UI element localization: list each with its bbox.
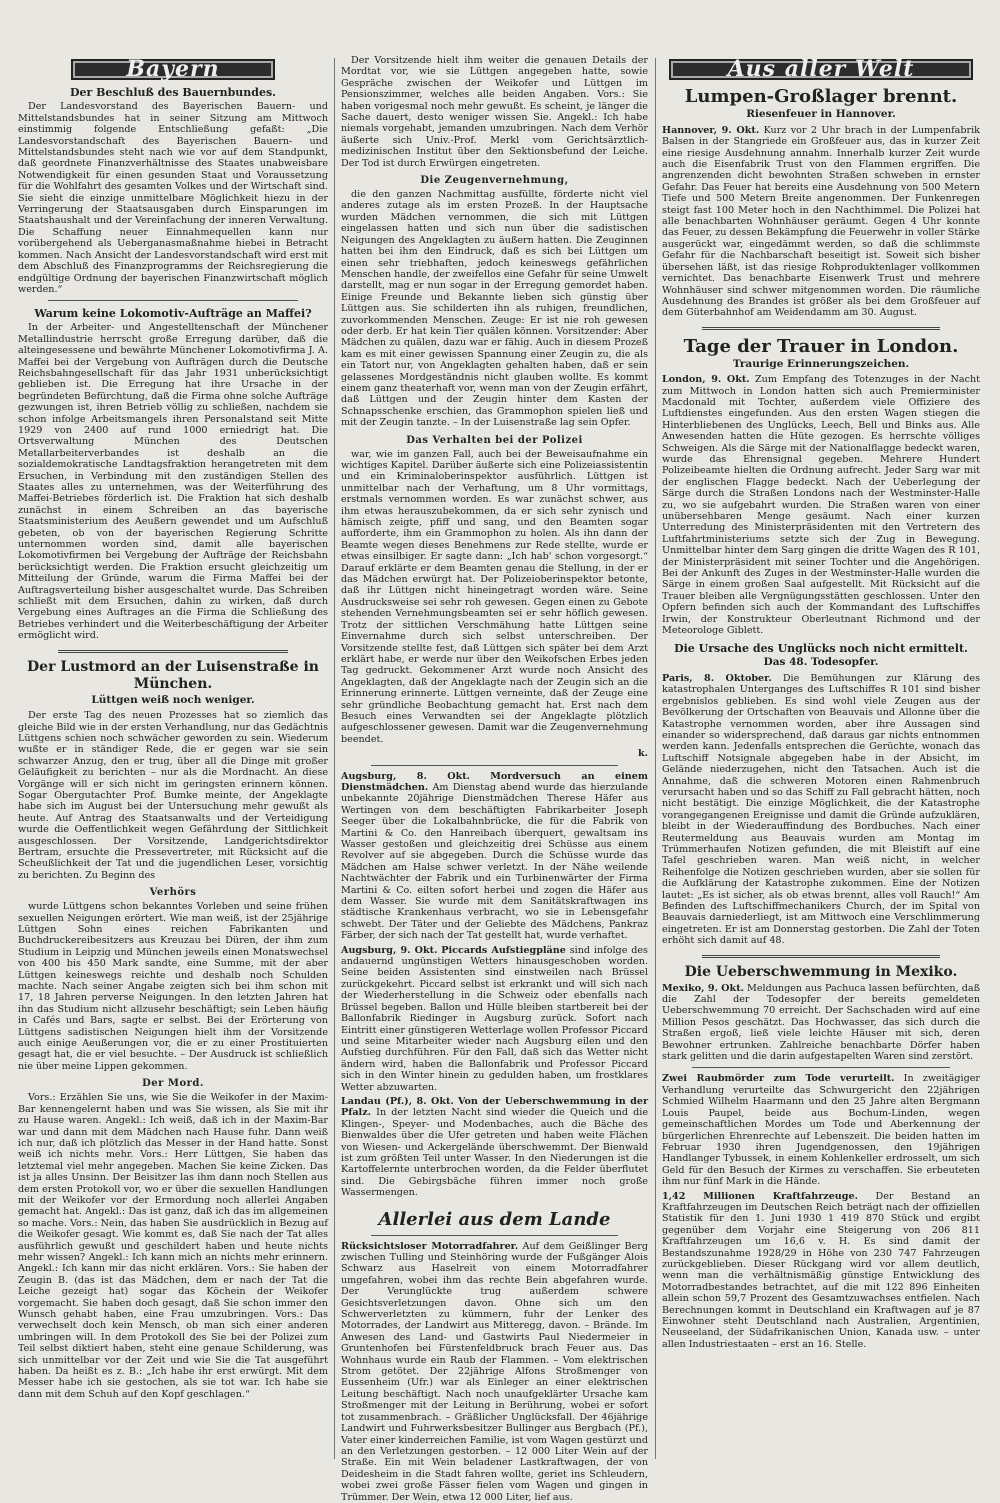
subheadline-luettgen: Lüttgen weiß noch weniger. (91, 693, 255, 706)
article-body: Der Landesvorstand des Bayerischen Bauern- und Mittelstandsbundes hat in seiner Sitzung am Mittwoch einstimmig folgende Entschließung gefaßt: „Die Landesvorstandschaft des Bayerischen Bauern- und Mittelstandsbundes steht nach wie vor auf dem Standpunkt, daß geordnete Finanzverhältnisse des Staates unabweisbare Notwendigkeit für einen gesunden Staat und Voraussetzung für die Wohlfahrt des gesamten Volkes und der Wirtschaft sind. Sie sieht die einzige unmittelbare Möglichkeit hiezu in der Verringerung der Staatsausgaben durch Einsparungen im Staatshaushalt und der Vereinfachung der inneren Verwaltung. Die Schaffung neuer Einnahmequellen kann nur vorübergehend als Ueberganasmaßnahme hiebei in Betracht kommen. Nach Ansicht der Landesvorstandschaft wird erst mit dem Abschluß des Finanzprogramms der Reichsregierung die endgültige Ordnung der bayerischen Finanzwirtschaft möglich werden.“ (18, 101, 328, 295)
news-item (341, 771, 648, 942)
column-left (18, 55, 328, 1461)
news-dateline: Paris, 8. Oktober. (662, 672, 772, 684)
subheadline-trauer: Traurige Erinnerungszeichen. (732, 357, 910, 370)
article-body: In der Arbeiter- und Angestelltenschaft der Münchener Metallindustrie herrscht große Erregung darüber, daß die alteingesessene und bewährte Münchener Lokomotivfirma J. A. Maffei bei der Vergebung von Aufträgen durch die Deutsche Reichsbahngesellschaft für das Jahr 1931 unberücksichtigt geblieben ist. Die Erregung hat ihre Ursache in der begründeten Befürchtung, daß die Firma ohne solche Aufträge gezwungen ist, ihren Betrieb völlig zu schließen, nachdem sie schon infolge Arbeitsmangels ihren Personalstand seit Mitte 1929 von 2400 auf rund 1000 erniedrigt hat. Die Ortsverwaltung München des Deutschen Metallarbeiterverbandes ist deshalb an die sozialdemokratische Landtagsfraktion herangetreten mit dem Ersuchen, in Verbindung mit den zuständigen Stellen des Staates alles zu unternehmen, was der Weiterführung des Maffei-Betriebes förderlich ist. Die Fraktion hat sich deshalb zunächst in einem Schreiben an das bayerische Staatsministerium des Aeußern gewendet und um Aufschluß gebeten, ob von der bayerischen Regierung Schritte unternommen worden sind, damit alle bayerischen Lokomotivfirmen bei Vergebung der Aufträge der Reichsbahn berücksichtigt werden. Die Fraktion ersucht gleichzeitig um Mitteilung der Gründe, warum die Firma Maffei bei der Auftragsverteilung bisher ausgeschaltet wurde. Das Schreiben schließt mit dem Ersuchen, dahin zu wirken, daß durch Vergebung eines Auftrages an die Firma die Schließung des Betriebes verhindert und die Weiterbeschäftigung der Arbeiter ermöglicht wird. (18, 322, 328, 642)
article-body: Vors.: Erzählen Sie uns, wie Sie die Weikofer in der Maxim-Bar kennengelernt haben und was Sie wissen, als Sie mit ihr zu Hause waren. Angekl.: Ich weiß, daß ich in der Maxim-Bar war und dann mit dem Mädchen nach Hause fuhr. Dann weiß ich nur, daß ich plötzlich das Messer in der Hand hatte. Sonst weiß ich nichts mehr. Vors.: Herr Lüttgen, Sie haben das letztemal viel mehr angegeben. Machen Sie keine Zicken. Das ist ja alles Unsinn. Der Beisitzer las ihm dann noch Stellen aus dem ersten Protokoll vor, wo er über die sexuellen Handlungen mit der Weikofer vor der Ermordung noch allerlei Angaben gemacht hat. Angekl.: Das ist ganz, daß ich das im allgemeinen so mache. Vors.: Nein, das haben Sie ausdrücklich in Bezug auf die Weikofer gesagt. Wie kommt es, daß Sie nach der Tat alles ausführlich gewußt und geschildert haben und heute nichts mehr wissen? Angekl.: Ich kann mich an nichts mehr erinnern. Angekl.: Ich kann mir das nicht erklären. Vors.: Sie haben der Zeugin B. (das ist das Mädchen, dem er nach der Tat die Leiche gezeigt hat) sogar das Köchein der Weikofer vorgemacht. Sie haben doch gesagt, daß Sie schon immer den Wunsch gehabt haben, eine Frau umzubringen. Vors.: Das verwechselt doch kein Mensch, ob man sich einer anderen umbringen will. In dem Protokoll des Sie bei der Polizei zum Teil selbst diktiert haben, steht eine genaue Schilderung, was sich unmittelbar vor der Zeit und wie Sie die Tat ausgeführt haben. Da heißt es z. B.: „Ich habe ihr erst erwürgt. Mit dem Messer habe ich sie gestochen, als sie tot war. Ich habe sie dann mit dem Schuh auf den Kopf geschlagen.“ (18, 1092, 328, 1400)
news-item (662, 1191, 980, 1351)
section-label-polizei: Das Verhalten bei der Polizei (406, 434, 583, 446)
news-title: Piccards Aufstiegpläne (441, 944, 566, 956)
section-label-mord: Der Mord. (142, 1078, 204, 1090)
news-text: In der letzten Nacht sind wieder die Queich und die Klingen-, Speyer- und Modenbaches, auch die Bäche des Bienwaldes über die Ufer getreten und haben weite Flächen von Wiesen- und Ackergelände überschwemmt. Der Bienwald ist zum größten Teil unter Wasser. In den Niederungen ist die Kartoffelernte unterbrochen worden, da die Felder überflutet sind. Die Gebirgsbäche führen immer noch große Wassermengen. (341, 1107, 648, 1199)
headline-ursache: Die Ursache des Unglücks noch nicht ermittelt. (674, 642, 968, 656)
news-dateline: Mexiko, 9. Okt. (662, 982, 744, 994)
section-banner-bayern: Bayern (71, 59, 275, 80)
news-text: Am Dienstag abend wurde das hierzulande unbekannte 20jährige Dienstmädchen Therese Häfer aus Wertingen von dem beschäftigten Fabrikarbeiter Joseph Seeger über die Lokalbahnbrücke, die für die Fabrik von Martini & Co. den Hanreibach überquert, gewaltsam ins Wasser gestoßen und gleichzeitig drei Schüsse aus einem Revolver auf sie abgegeben. Durch die Schüsse wurde das Mädchen am Halse schwer verletzt. In der Nähe weilende Nachtwächter der Fabrik und ein Turbinenwärter der Firma Martini & Co. eilten sofort herbei und zogen die Häfer aus dem Wasser. Sie wurde mit dem Sanitätskraftwagen ins städtische Krankenhaus verbracht, wo sie in Lebensgefahr schwebt. Der Täter und der Geliebte des Mädchens, Pankraz Färber, der sich nach der Tat gestellt hat, wurde verhaftet. (341, 781, 648, 942)
article-body: Der Vorsitzende hielt ihm weiter die genauen Details der Mordtat vor, wie sie Lüttgen angegeben hatte, sowie Gespräche zwischen der Weikofer und Lüttgen im Pensionszimmer, welches alle beiden Angaben. Vors.: Sie haben vorigesmal noch mehr gewußt. Es scheint, je länger die Sache dauert, desto weniger wissen Sie. Angekl.: Ich habe niemals vorgehabt, jemanden umzubringen. Nach dem Verhör äußerte sich Univ.-Prof. Merkl vom Gerichtsärztlich-medizinischen Institut über den Sektionsbefund der Leiche. Der Tod ist durch Erwürgen eingetreten. (341, 55, 648, 169)
divider (58, 650, 288, 653)
news-title: Rücksichtsloser Motorradfahrer. (341, 1240, 519, 1252)
headline-maffei: Warum keine Lokomotiv-Aufträge an Maffei? (34, 307, 312, 321)
news-text: Die Bemühungen zur Klärung des katastrophalen Unterganges des Luftschiffes R 101 sind bisher ergebnislos geblieben. Es sind wohl viele Zeugen aus der Bevölkerung der Ortschaften von Beauvais und Allonne über die Katastrophe vernommen worden, aber ihre Aussagen sind einander so widersprechend, daß daraus gar nichts entnommen werden kann. Jedenfalls entsprechen die Gerüchte, wonach das Luftschiff Notsignale abgegeben habe in der Absicht, im Gelände niederzugehen, nicht den Tatsachen. Auch ist die Annahme, daß die schweren Motoren einen Rahmenbruch verursacht haben und so das Schiff zu Fall gebracht hätten, noch nicht bestätigt. Die einzige Möglichkeit, die der Katastrophe vorangegangenen Ereignisse und damit die Gründe aufzuklären, bleibt in der Wiederauffindung des Bordbuches. Nach einer Reutermeldung aus Beauvais wurden am Montag im Trümmerhaufen Notizen gefunden, die mit Bleistift auf eine Tafel geschrieben waren. Man weiß nicht, in welcher Reihenfolge die Notizen geschrieben wurden, aber sie sollen für die Aufklärung der Katastrophe zukommen. Eine der Notizen lautet: „Es ist sicher, als ob etwas brennt, alles voll Rauch!“ Am Befinden des Luftschiffmechanikers Church, der im Spital von Beauvais darniederliegt, ist am Mittwoch eine Verschlimmerung eingetreten. Er ist am Donnerstag gestorben. Die Zahl der Toten erhöht sich damit auf 48. (662, 672, 980, 947)
news-dateline: Landau (Pf.), 8. Okt. (341, 1095, 454, 1107)
divider (48, 300, 298, 301)
divider (702, 327, 940, 330)
section-banner-aus-aller-welt: Aus aller Welt (669, 59, 973, 80)
column-divider (334, 58, 335, 1459)
news-title: Mordversuch an einem Dienstmädchen. (341, 770, 648, 793)
author-signature: k. (638, 748, 648, 760)
news-text: Meldungen aus Pachuca lassen befürchten, daß die Zahl der Todesopfer der bereits gemeldeten Ueberschwemmung 70 erreicht. Der Sachschaden wird auf eine Million Pesos geschätzt. Das Hochwasser, das sich durch die Straßen ergoß, ließ viele leichte Häuser mit sich, deren Bewohner ertrunken. Zahlreiche benachbarte Dörfer haben stark gelitten und die darin aufgestapelten Waren sind zerstört. (662, 982, 980, 1063)
headline-mexiko: Die Ueberschwemmung in Mexiko. (684, 963, 958, 980)
column-middle (341, 55, 648, 1503)
news-item (662, 983, 980, 1063)
news-item (341, 1241, 648, 1503)
subheadline-hannover: Riesenfeuer in Hannover. (746, 108, 896, 121)
section-label-verhoer: Verhörs (149, 887, 197, 899)
news-dateline: London, 9. Okt. (662, 374, 750, 386)
news-text: Auf dem Geißlinger Berg zwischen Tulling und Steinhöring wurde der Fußgänger Alois Schwarz aus Haselreit von einem Motorradfahrer umgefahren, wobei ihm das rechte Bein abgefahren wurde. Der Verunglückte trug außerdem schwere Gesichtsverletzungen davon. Ohne sich um den Schwerverletzten zu kümmern, fuhr der Lenker des Motorrades, der Landwirt aus Mitteregg, davon. – Brände. Im Anwesen des Land- und Gastwirts Paul Niedermeier in Gruntenhofen bei Fürstenfeldbruck brach Feuer aus. Das Wohnhaus wurde ein Raub der Flammen. – Vom elektrischen Strom getötet. Der 22jährige Alfons Stroßmenger von Eussenheim (Ufr.) war als Einleger an einer elektrischen Leitung beschäftigt. Nach noch unaufgeklärter Ursache kam Stroßmenger mit der Leitung in Berührung, wobei er sofort tot zusammenbrach. – Gräßlicher Unglücksfall. Der 46jährige Landwirt und Fuhrwerksbesitzer Bullinger aus Bergbach (Pf.), Vater einer kinderreichen Familie, ist vom Wagen gestürzt und an den Verletzungen gestorben. – 12 000 Liter Wein auf der Straße. Ein mit Wein beladener Lastkraftwagen, der von Deidesheim in die Stadt fahren wollte, geriet ins Schleudern, wobei zwei große Fässer fielen vom Wagen und gingen in Trümmer. Der Wein, etwa 12 000 Liter, lief aus. (341, 1240, 648, 1503)
news-item (341, 945, 648, 1093)
article-body: wurde Lüttgens schon bekanntes Vorleben und seine frühen sexuellen Neigungen erörtert. Wie man weiß, ist der 25jährige Lüttgen Sohn eines reichen Fabrikanten und Buchdruckereibesitzers aus Kreuzau bei Düren, der ihm zum Studium in Leipzig und München jeweils einen Monatswechsel von 400 bis 450 Mark sandte, eine Summe, mit der aber Lüttgen keineswegs reichte und deshalb noch Schulden machte. Nach seiner Angabe zeigten sich bei ihm schon mit 17, 18 Jahren perverse Neigungen. In den letzten Jahren hat ihn das Studium nicht allzusehr beschäftigt; sein Leben häufig in Cafés und Bars, sagte er selbst. Bei der Erörterung von Lüttgens sadistischen Neigungen hielt ihm der Vorsitzende auch einige Aeußerungen vor, die er zu einer Prostituierten gesagt hat, die er viel besuchte. – Der Ausdruck ist schließlich nie über meine Lippen gekommen. (18, 901, 328, 1072)
news-text: In zweitägiger Verhandlung verurteilte das Schwurgericht den 22jährigen Schmied Wilhelm Haarmann und den 25 Jahre alten Bergmann Louis Paupel, beide aus Bochum-Linden, wegen gemeinschaftlichen Mordes um Tode und Aberkennung der bürgerlichen Ehrenrechte auf Lebenszeit. Die beiden hatten im Februar 1930 ihren Jugendgenossen, den 19jährigen Handlanger Tybussek, in einem Kohlenkeller erdrosselt, um sich Geld für den Besuch der Kirmes zu verschaffen. Sie erbeuteten ihm nur fünf Mark in die Hände. (662, 1073, 980, 1188)
news-item (341, 1096, 648, 1199)
headline-london: Tage der Trauer in London. (683, 335, 959, 357)
divider (371, 765, 618, 766)
column-divider (655, 58, 656, 1459)
news-title: Zwei Raubmörder zum Tode verurteilt. (662, 1073, 895, 1085)
section-banner-allerlei: Allerlei aus dem Lande (378, 1208, 611, 1230)
divider (371, 1235, 618, 1236)
article-body: die den ganzen Nachmittag ausfüllte, förderte nicht viel anderes zutage als im ersten Prozeß. In der Hauptsache wurden Mädchen vernommen, die sich mit Lüttgen eingelassen hatten und sich nun über die sadistischen Neigungen des Angeklagten zu äußern hatten. Die Zeuginnen hatten bei ihm den Eindruck, daß es sich bei Lüttgen um einen sehr triebhaften, jedoch keineswegs gefährlichen Menschen handle, der zweifellos eine Gefahr für seine Umwelt darstellt, mag er nun sogar in der Erregung gemordet haben. Einige Freunde und Bekannte lieben sich günstig über Lüttgen aus. Sie schilderten ihn als ruhigen, freundlichen, zuvorkommenden Menschen. Zeuge: Er ist nie roh gewesen oder derb. Er hat kein Tier quälen können. Vorsitzender: Aber Mädchen zu quälen, dazu war er fähig. Auch in diesem Prozeß kam es mit einer gewissen Spannung einer Zeugin zu, die als ein Tatort nur, von Angeklagten gehalten haben, daß er sein gelassenes Mordgeständnis nicht glauben wollte. Es kommt einem ganz theaterhaft vor, wenn man von der Zeugin erfährt, daß Lüttgen und der Zeugin hinter dem Kasten der Schnapsschenke erschien, das Grammophon spielen ließ und mit der Zeugin tanzte. – In der Luisenstraße lag sein Opfer. (341, 189, 648, 429)
headline-lumpen: Lumpen-Großlager brennt. (684, 86, 958, 108)
news-item (662, 1073, 980, 1187)
headline-lustmord: Der Lustmord an der Luisenstraße in München. (27, 658, 319, 692)
news-dateline: Augsburg, 8. Okt. (341, 770, 471, 782)
news-title: 1,42 Millionen Kraftfahrzeuge. (662, 1190, 858, 1202)
news-text: Der Bestand an Kraftfahrzeugen im Deutschen Reich beträgt nach der offiziellen Statistik für den 1. Juni 1930 1 419 870 Stück und ergibt gegenüber dem Vorjahr eine Steigerung von 206 811 Kraftfahrzeugen um 16,6 v. H. Es sind damit der Bestandszunahme 1928/29 in Höhe von 230 747 Fahrzeugen zurückgeblieben. Dieser Rückgang wird vor allem deutlich, wenn man die verhältnismäßig günstige Entwicklung des Motorradbestandes betrachtet, auf die mit 122 896 Einheiten allein schon 59,7 Prozent des Gesamtzuwachses entfielen. Nach Berechnungen kommt in Deutschland ein Kraftwagen auf je 87 Einwohner steht Deutschland nach Australien, Argentinien, Neuseeland, der Südafrikanischen Union, Kanada usw. – unter allen Industriestaaten – erst an 16. Stelle. (662, 1190, 981, 1350)
article-body: war, wie im ganzen Fall, auch bei der Beweisaufnahme ein wichtiges Kapitel. Darüber äußerte sich eine Polizeiassistentin und ein Kriminaloberinspektor ausführlich. Lüttgen ist unmittelbar nach der Verhaftung, um 8 Uhr vormittags, erstmals vernommen worden. Es war zunächst schwer, aus ihm etwas herauszubekommen, da er sich sehr zynisch und hämisch zeigte, pfiff und sang, und den Beamten sogar aufforderte, ihm ein Grammophon zu holen. Als ihn dann der Beamte wegen dieses Benehmens zur Rede stellte, wurde er etwas einsilbiger. Er sagte dann: „Ich hab' schon vorgesorgt.“ Darauf erklärte er dem Beamten genau die Stellung, in der er das Mädchen erwürgt hat. Der Polizeioberinspektor betonte, daß ihr Lüttgen nicht hineingetragt worden wäre. Seine Ausdrucksweise sei sehr roh gewesen. Gegen einen zu Gebote stehenden Vernehmungsbeamten sei er sehr höflich gewesen. Trotz der sittlichen Verschmähung hatte Lüttgen seine Einvernahme durch sich selbst unterschreiben. Der Vorsitzende stellte fest, daß Lüttgen sich später bei dem Arzt erklärt habe, er werde nur über den Weikofschen Erbes jeden Tag gedruckt. Gekommener Arzt wurde noch Ansicht des Angeklagten, daß der Angeklagte nach der Zeugin sich an die Erinnerung erinnerte. Lüttgen verneinte, daß der Zeuge eine sehr gründliche Beobachtung gemacht hat. Erst nach dem Besuch eines Verwandten sei der Angeklagte plötzlich aufgeschlossener gewesen. Damit war die Zeugenvernehmung beendet. (341, 448, 648, 745)
news-text: sind infolge des andauernd ungünstigen Wetters hinausgeschoben worden. Seine beiden Assistenten sind einstweilen nach Brüssel zurückgekehrt. Piccard selbst ist erkrankt und will sich nach der Wiederherstellung in die Schweiz oder ebenfalls nach Brüssel begeben. Ballon und Hülle bleiben startbereit bei der Ballonfabrik Riedinger in Augsburg zurück. Sofort nach Eintritt einer günstigeren Wetterlage wollen Professor Piccard und seine Mitarbeiter wieder nach Augsburg eilen und den Aufstieg durchführen. Für den Fall, daß sich das Wetter nicht ändern wird, haben die Ballonfabrik und Professor Piccard sich in den Winter hinein zu gedulden haben, um frostklares Wetter abzuwarten. (341, 944, 648, 1093)
news-text: Zum Empfang des Totenzuges in der Nacht zum Mittwoch in London hatten sich auch Premierminister Macdonald mit Tochter, außerdem viele Offiziere des Luftdienstes eingefunden. Aus den ersten Wagen stiegen die Hinterbliebenen des Unglücks, Leech, Bell und Binks aus. Alle Anwesenden hatten die Hüte gezogen. Es herrschte völliges Schweigen. Als die Särge mit der Nationalflagge bedeckt waren, wurde das Ehrensignal gegeben. Mehrere Hundert Polizeibeamte hielten die Ordnung aufrecht. Jeder Sarg war mit der englischen Flagge bedeckt. Nach der Ueberlegung der Särge durch die Straßen Londons nach der Westminster-Halle zu, wo sie aufgebahrt wurden. Die Straßen waren von einer unübersehbaren Menge gesäumt. Nach einer kurzen Unterredung des Ministerpräsidenten mit den Vertretern des Luftfahrtministeriums setzte sich der Zug in Bewegung. Unmittelbar hinter dem Sarg gingen die dritte Wagen des R 101, der Ministerpräsident mit seiner Tochter und die Angehörigen. Bei der Ankunft des Zuges in der Westminster-Halle wurden die Särge in einem großen Saal aufgestellt. Mit Rücksicht auf die Trauer bleiben alle Vergnügungsstätten geschlossen. Unter den Opfern befinden sich auch der Kommandant des Luftschiffes Irwin, der Konstrukteur Oberleutnant Richmond und der Meteorologe Giblett. (662, 374, 980, 637)
news-text: Kurz vor 2 Uhr brach in der Lumpenfabrik Balsen in der Stangriede ein Großfeuer aus, das in kurzer Zeit eine riesige Ausdehnung annahm. Innerhalb kurzer Zeit wurde auch die Eisenfabrik Trust von den Flammen ergriffen. Die angrenzenden dicht bewohnten Straßen schweben in ernster Gefahr. Das Feuer hat bereits eine Ausdehnung von 500 Metern Tiefe und 500 Metern Breite angenommen. Der Funkenregen steigt fast 100 Meter hoch in den Nachthimmel. Die Polizei hat alle benachbarten Wohnhäuser geräumt. Gegen 4 Uhr konnte das Feuer, zu dessen Bekämpfung die Feuerwehr in voller Stärke ausgerückt war, eingedämmt werden, so daß die schlimmste Gefahr für die Nachbarschaft beseitigt ist. Soweit sich bisher übersehen läßt, ist das riesige Rohproduktenlager vollkommen vernichtet. Das benachbarte Eisenwerk Trust und mehrere Wohnhäuser sind schwer mitgenommen worden. Die räumliche Ausdehnung des Brandes ist größer als bei dem Großfeuer auf dem Güterbahnhof am Weidendamm am 30. August. (662, 124, 980, 319)
news-dateline: Hannover, 9. Okt. (662, 124, 760, 136)
news-title: Von der Ueberschwemmung in der Pfalz. (341, 1095, 648, 1119)
divider (702, 955, 940, 958)
headline-bauernbund: Der Beschluß des Bauernbundes. (69, 86, 277, 100)
divider (692, 1067, 950, 1068)
news-dateline: Augsburg, 9. Okt. (341, 944, 438, 956)
subheadline-todesopfer: Das 48. Todesopfer. (763, 656, 879, 669)
news-item (662, 125, 980, 319)
news-item (662, 374, 980, 636)
column-right (662, 55, 980, 1461)
article-body: Der erste Tag des neuen Prozesses hat so ziemlich das gleiche Bild wie in der ersten Verhandlung, nur das Gedächtnis Lüttgens schien noch schwächer geworden zu sein. Wiederum wußte er in ständiger Rede, die er gegen war sie sein schwarzer Anzug, den er trug, über all die Dinge mit großer Geläufigkeit zu berichten – nur als die Mordnacht. An diese Vorgänge will er sich nicht im geringsten erinnern können. Sogar Obergutachter Prof. Bumke meinte, der Angeklagte habe sich im August bei der Untersuchung mehr gewußt als heute. Auf Antrag des Staatsanwalts und der Verteidigung wurde die Oeffentlichkeit wegen Gefährdung der Sittlichkeit ausgeschlossen. Der Vorsitzende, Landgerichtsdirektor Bertram, ersuchte die Pressevertreter, mit Rücksicht auf die Scheußlichkeit der Tat und die jugendlichen Leser, vorsichtig zu berichten. Zu Beginn des (18, 710, 328, 881)
news-item (662, 673, 980, 947)
section-label-zeugen: Die Zeugenvernehmung, (420, 175, 569, 187)
